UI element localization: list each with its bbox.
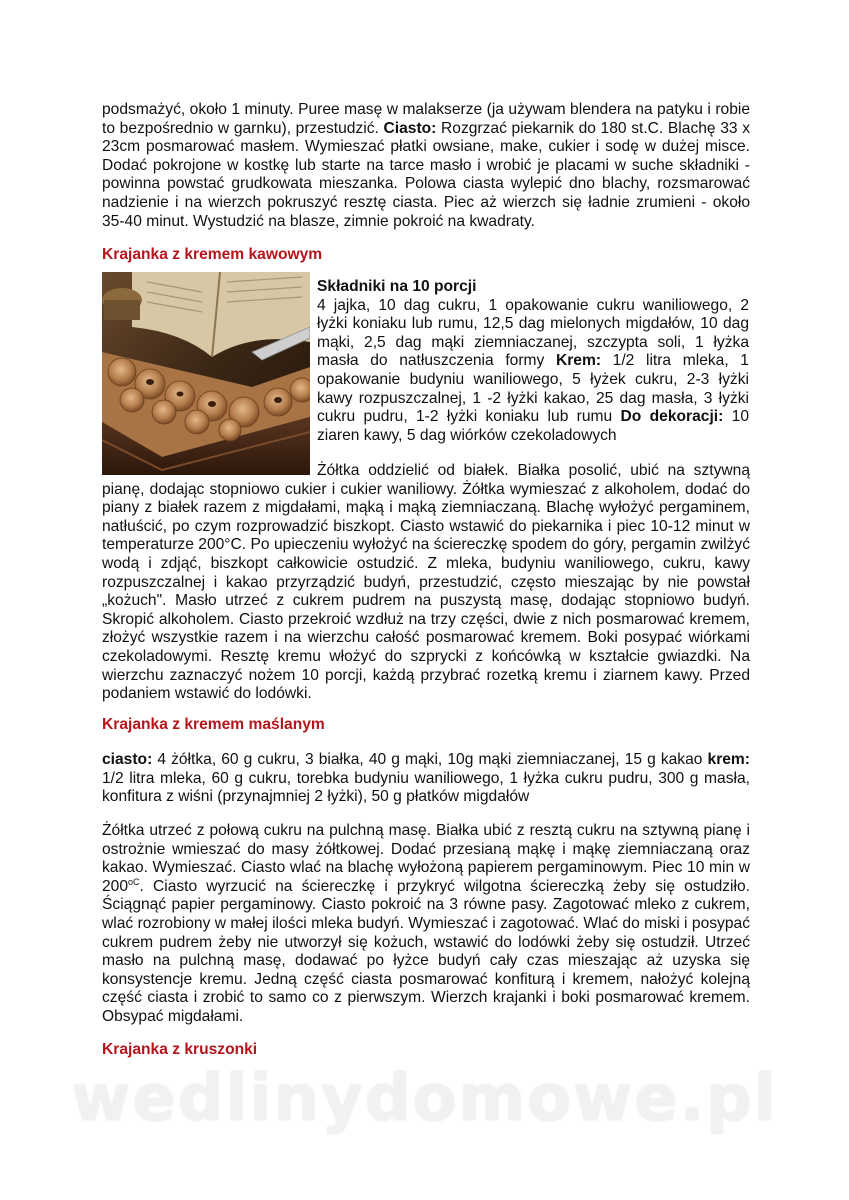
intro-paragraph [102,101,750,231]
intro-text-2: Rozgrzać piekarnik do 180 st.C. Blachę 33 x 23cm posmarować masłem. Wymieszać płatki owsiane, make, cukier i sodę w dużej misce. Dodać pokrojone w kostkę lub starte na tarce masło i wrobić je placami w suche składniki - powinna powstać grudkowata mieszanka. Polowa ciasta wylepić dno blachy, rozsmarować nadzienie i na wierzch pokruszyć resztę ciasta. Piec aż wierzch się ładnie zrumieni - około 35-40 minut. Wystudzić na blasze, zimnie pokroić na kwadraty. [102,119,751,230]
degree-sup: oC [128,876,140,887]
krem-text: 1/2 litra mleka, 60 g cukru, torebka budyniu waniliowego, 1 łyżka cukru pudru, 300 g masła, konfitura z wiśni (przynajmniej 2 łyżki), 50 g płatków migdałów [102,769,750,806]
recipe2-method-a: Żółtka utrzeć z połową cukru na pulchną masę. Białka ubić z resztą cukru na sztywną pianę i ostrożnie wmieszać do masy żółtkowej. Dodać przesianą mąkę i mąkę ziemniaczaną oraz kakao. Wymieszać. Ciasto wlać na blachę wyłożoną papierem pergaminowym. Piec 10 min w 200 [102,822,750,895]
recipe2-method-b: . Ciasto wyrzucić na ściereczkę i przykryć wilgotna ściereczką żeby się ostudziło. Ściągnąć papier pergaminowy. Ciasto pokroić na 3 równe pasy. Zagotować mleko z cukrem, wlać rozrobiony w małej ilości mleka budyń. Wymieszać i zagotować. Wlać do miski i posypać cukrem pudrem żeby nie utworzył się kożuch, wstawić do lodówki żeby się ostudził. Utrzeć masło na pulchną masę, dodawać po łyżce budyń cały czas mieszając aż uzyska się konsystencje kremu. Jedną część ciasta posmarować konfiturą i kremem, nałożyć kolejną część ciasta i zrobić to samo co z pierwszym. Wierzch krajanki i boki posmarować kremem. Obsypać migdałami. [102,877,750,1025]
cake-photo [102,272,310,475]
recipe1-method-text: Żółtka oddzielić od białek. Białka posolić, ubić na sztywną pianę, dodając stopniowo cukier i cukier waniliowy. Żółtka wymieszać z alkoholem, dodać do piany z białek razem z migdałami, mąką i mąką ziemniaczaną. Blachę wyłożyć pergaminem, natłuścić, po czym rozprowadzić biszkopt. Ciasto wstawić do piekarnika i piec 10-12 minut w temperaturze 200°C. Po upieczeniu wyłożyć na ściereczkę spodem do góry, pergamin zwilżyć wodą i zdjąć, biszkopt całkowicie ostudzić. Z mleka, budyniu waniliowego, cukru, kawy rozpuszczalnej i kakao przyrządzić budyń, przestudzić, często mieszając by nie powstał „kożuch". Masło utrzeć z cukrem pudrem na puszystą masę, dodając stopniowo budyń. Skropić alkoholem. Ciasto przekroić wzdłuż na trzy części, dwie z nich posmarować kremem, złożyć wszystkie razem i na wierzchu całość posmarować kremem. Boki posypać wiórkami czekoladowymi. Resztę kremu włożyć do szprycki z końcówką w kształcie gwiazdki. Na wierzchu zaznaczyć nożem 10 porcji, każdą przybrać rozetką kremu i ziarnem kawy. Przed podaniem wstawić do lodówki. [102,462,750,703]
ingredients-part3: 10 ziaren kawy, 5 dag wiórków czekoladowych [317,408,749,444]
recipe1-ingredients [317,278,749,445]
recipe2-ingredients [102,751,750,807]
recipe1-method [102,462,750,704]
recipe2-method [102,822,750,1027]
ingredients-part1: 4 jajka, 10 dag cukru, 1 opakowanie cukru waniliowego, 2 łyżki koniaku lub rumu, 12,5 dag mielonych migdałów, 10 dag mąki, 2,5 dag mąki ziemniaczanej, szczypta soli, 1 łyżka masła do natłuszczenia formy [317,296,749,370]
dekoracja-label: Do dekoracji: [620,408,724,426]
intro-text-1: podsmażyć, około 1 minuty. Puree masę w malakserze (ja używam blendera na patyku i robie to bezpośrednio w garnku), przestudzić. [102,101,750,137]
recipe3-title: Krajanka z kruszonki [102,1041,258,1058]
recipe2-title: Krajanka z kremem maślanym [102,716,325,733]
ingredients-heading: Składniki na 10 porcji [317,278,477,295]
krem-label-2: krem: [707,751,750,768]
ciasto-text: 4 żółtka, 60 g cukru, 3 białka, 40 g mąki, 10g mąki ziemniaczanej, 15 g kakao [152,751,708,768]
ingredients-part2: 1/2 litra mleka, 1 opakowanie budyniu waniliowego, 5 łyżek cukru, 2-3 łyżki kawy rozpuszczalnej, 1 -2 łyżki kakao, 25 dag masła, 3 łyżki cukru pudru, 1-2 łyżki koniaku lub rumu [317,352,749,426]
watermark: wedlinydomowe.pl [71,1062,778,1136]
krem-label: Krem: [555,352,602,370]
ciasto-label: Ciasto: [383,119,437,137]
recipe1-title: Krajanka z kremem kawowym [102,246,323,263]
ciasto-label-2: ciasto: [102,751,153,768]
